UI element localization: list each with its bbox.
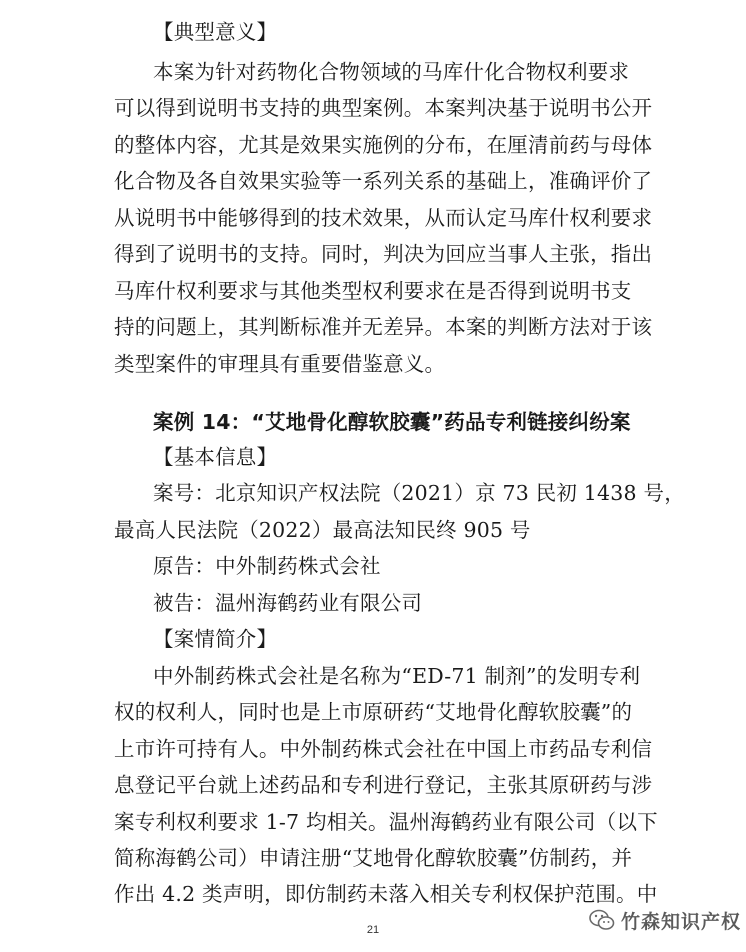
- text-line: 中外制药株式会社是名称为“ED-71 制剂”的发明专利: [153, 664, 641, 688]
- text-line: 马库什权利要求与其他类型权利要求在是否得到说明书支: [114, 279, 632, 303]
- text-line: 上市许可持有人。中外制药株式会社在中国上市药品专利信: [114, 737, 653, 761]
- text-line: 权的权利人，同时也是上市原研药“艾地骨化醇软胶囊”的: [114, 700, 633, 724]
- text-line: 息登记平台就上述药品和专利进行登记，主张其原研药与涉: [114, 773, 653, 797]
- text-line: 本案为针对药物化合物领域的马库什化合物权利要求: [153, 60, 630, 84]
- text-line: 可以得到说明书支持的典型案例。本案判决基于说明书公开: [114, 96, 653, 120]
- case-title: 案例 14：“艾地骨化醇软胶囊”药品专利链接纠纷案: [153, 410, 631, 434]
- text-line: 的整体内容，尤其是效果实施例的分布，在厘清前药与母体: [114, 133, 653, 157]
- text-line: 持的问题上，其判断标准并无差异。本案的判断方法对于该: [114, 315, 653, 339]
- case-number-line: 最高人民法院（2022）最高法知民终 905 号: [114, 518, 531, 542]
- text-line: 得到了说明书的支持。同时，判决为回应当事人主张，指出: [114, 242, 653, 266]
- plaintiff-line: 原告：中外制药株式会社: [153, 554, 381, 578]
- watermark-text: 竹森知识产权: [621, 910, 742, 933]
- text-line: 化合物及各自效果实验等一系列关系的基础上，准确评价了: [114, 169, 653, 193]
- wechat-icon: [589, 909, 615, 931]
- text-line: 作出 4.2 类声明，即仿制药未落入相关专利权保护范围。中: [114, 882, 658, 906]
- text-line: 类型案件的审理具有重要借鉴意义。: [114, 352, 446, 376]
- case-number-line: 案号：北京知识产权法院（2021）京 73 民初 1438 号，: [153, 481, 685, 505]
- text-line: 从说明书中能够得到的技术效果，从而认定马库什权利要求: [114, 206, 653, 230]
- text-line: 简称海鹤公司）申请注册“艾地骨化醇软胶囊”仿制药，并: [114, 846, 633, 870]
- section-heading-case-summary: 【案情简介】: [153, 627, 278, 651]
- section-heading-basic-info: 【基本信息】: [153, 445, 278, 469]
- watermark: [589, 906, 741, 934]
- page-number: 21: [366, 924, 380, 936]
- defendant-line: 被告：温州海鹤药业有限公司: [153, 591, 423, 615]
- text-line: 案专利权利要求 1-7 均相关。温州海鹤药业有限公司（以下: [114, 810, 658, 834]
- section-heading-typical-significance: 【典型意义】: [153, 20, 278, 44]
